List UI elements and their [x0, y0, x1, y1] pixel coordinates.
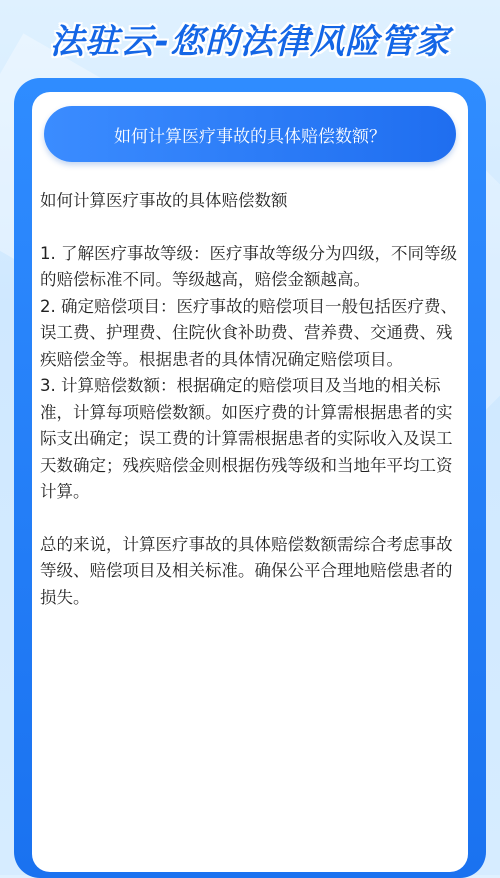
answer-point-1: 1. 了解医疗事故等级：医疗事故等级分为四级，不同等级的赔偿标准不同。等级越高，赔偿金额越高。	[40, 243, 457, 289]
answer-content	[40, 188, 466, 611]
answer-heading: 如何计算医疗事故的具体赔偿数额	[40, 191, 288, 210]
content-card	[32, 92, 468, 872]
brand-headline: 法驻云-您的法律风险管家	[49, 22, 451, 62]
question-banner	[44, 106, 456, 162]
question-text: 如何计算医疗事故的具体赔偿数额？	[114, 126, 386, 147]
spacer	[40, 506, 466, 532]
answer-point-2: 2. 确定赔偿项目：医疗事故的赔偿项目一般包括医疗费、误工费、护理费、住院伙食补助费、营养费、交通费、残疾赔偿金等。根据患者的具体情况确定赔偿项目。	[40, 296, 457, 369]
spacer	[40, 215, 466, 241]
card-frame	[14, 78, 486, 878]
answer-point-3: 3. 计算赔偿数额：根据确定的赔偿项目及当地的相关标准，计算每项赔偿数额。如医疗费的计算需根据患者的实际支出确定；误工费的计算需根据患者的实际收入及误工天数确定；残疾赔偿金则根据伤残等级和当地年平均工资计算。	[40, 376, 453, 501]
answer-summary: 总的来说，计算医疗事故的具体赔偿数额需综合考虑事故等级、赔偿项目及相关标准。确保公平合理地赔偿患者的损失。	[40, 534, 453, 607]
